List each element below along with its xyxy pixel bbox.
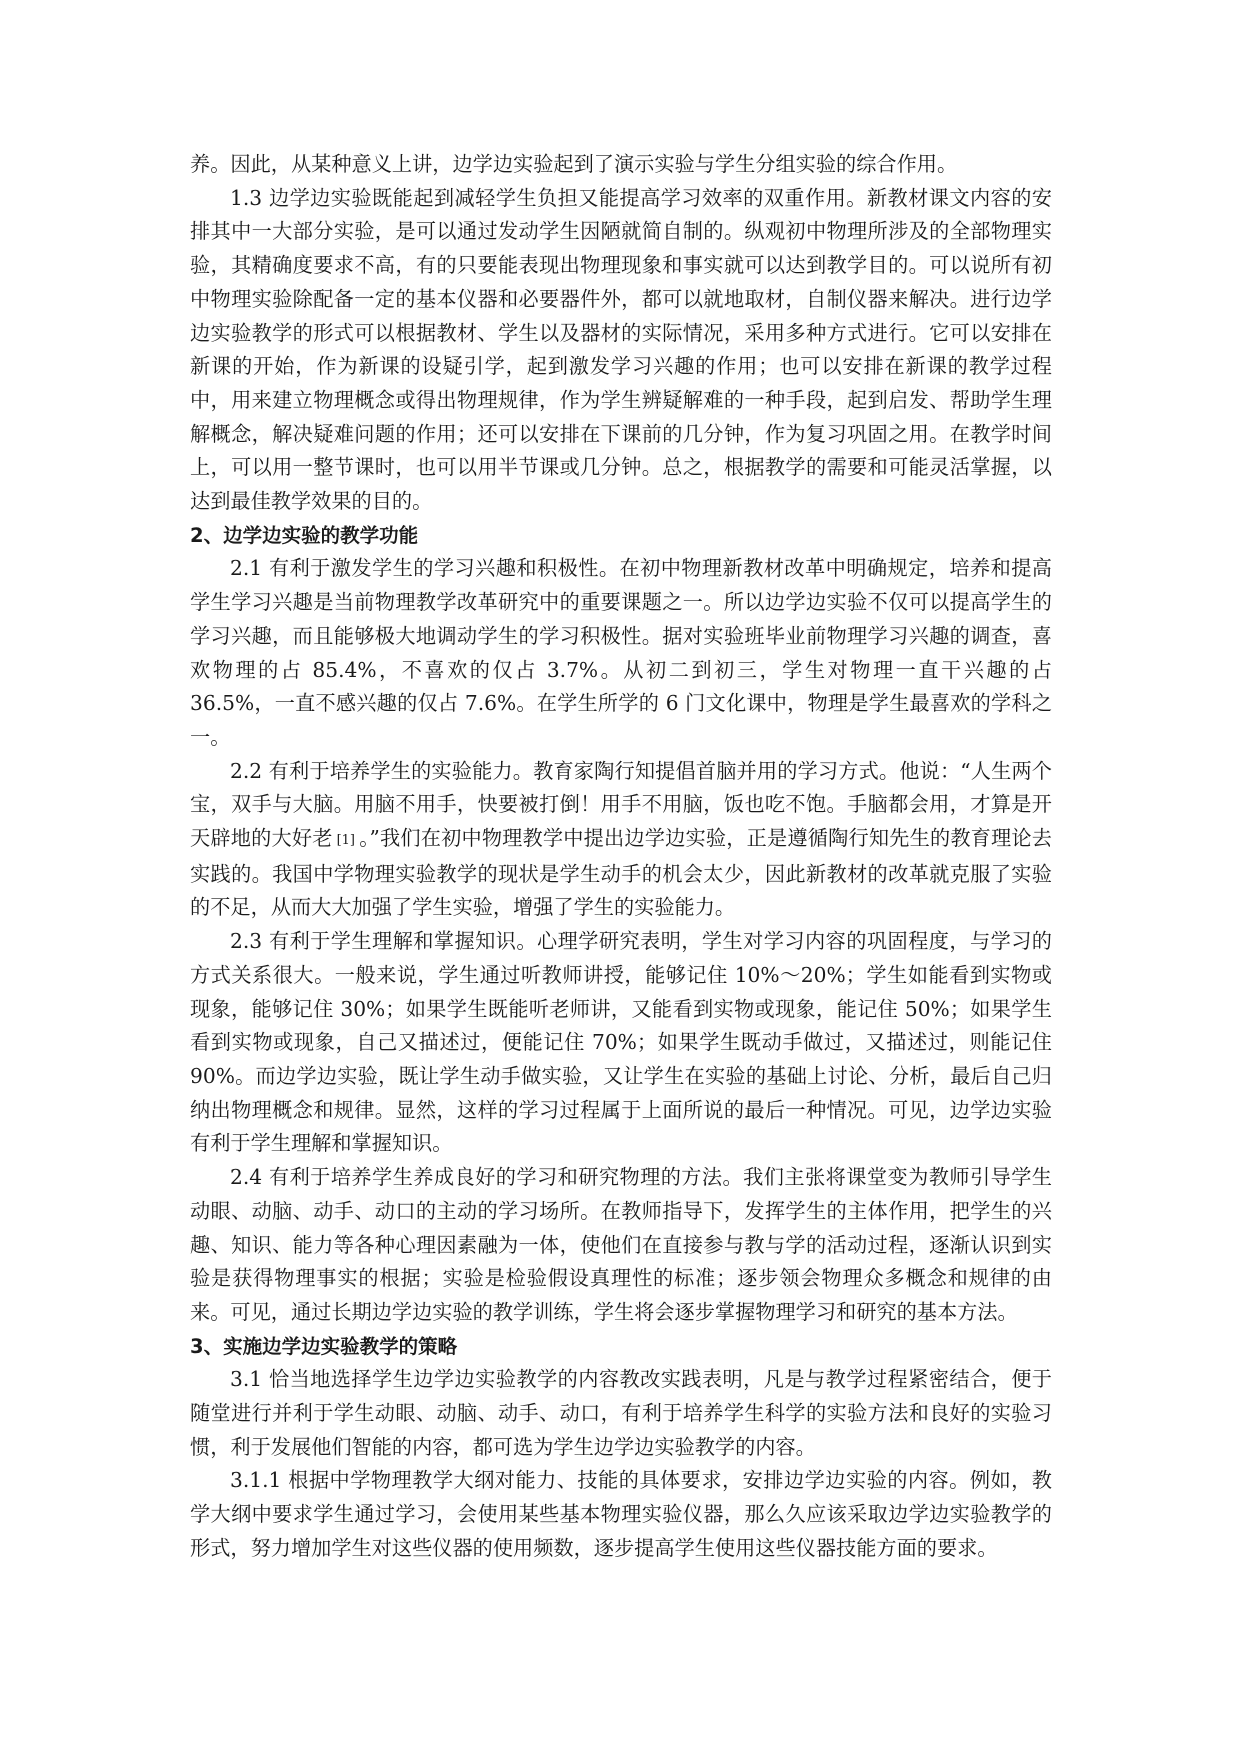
paragraph-2-1: 2.1 有利于激发学生的学习兴趣和积极性。在初中物理新教材改革中明确规定，培养和提高学生学习兴趣是当前物理教学改革研究中的重要课题之一。所以边学边实验不仅可以提高学生的学习兴趣，而且能够极大地调动学生的学习积极性。据对实验班毕业前物理学习兴趣的调查，喜欢物理的占 85.4%，不喜欢的仅占 3.7%。从初二到初三，学生对物理一直干兴趣的占 36.5%，一直不感兴趣的仅占 7.6%。在学生所学的 6 门文化课中，物理是学生最喜欢的学科之一。 bbox=[190, 556, 1052, 749]
paragraph-2-2-text-a: 2.2 有利于培养学生的实验能力。教育家陶行知提倡首脑并用的学习方式。他说：“人生两个宝，双手与大脑。用脑不用手，快要被打倒！用手不用脑，饭也吃不饱。手脑都会用，才算是开天辟地的大好老 bbox=[190, 758, 1052, 851]
section-heading-2: 2、边学边实验的教学功能 bbox=[190, 523, 419, 547]
document-body bbox=[190, 148, 1052, 1566]
paragraph-2-2-text-b: 。”我们在初中物理教学中提出边学边实验，正是遵循陶行知先生的教育理论去实践的。我国中学物理实验教学的现状是学生动手的机会太少，因此新教材的改革就克服了实验的不足，从而大大加强了学生实验，增强了学生的实验能力。 bbox=[190, 826, 1052, 920]
paragraph-2-4: 2.4 有利于培养学生养成良好的学习和研究物理的方法。我们主张将课堂变为教师引导学生动眼、动脑、动手、动口的主动的学习场所。在教师指导下，发挥学生的主体作用，把学生的兴趣、知识、能力等各种心理因素融为一体，使他们在直接参与教与学的活动过程，逐渐认识到实验是获得物理事实的根据；实验是检验假设真理性的标准；逐步领会物理众多概念和规律的由来。可见，通过长期边学边实验的教学训练，学生将会逐步掌握物理学习和研究的基本方法。 bbox=[190, 1165, 1052, 1324]
paragraph-continuation: 养。因此，从某种意义上讲，边学边实验起到了演示实验与学生分组实验的综合作用。 bbox=[190, 152, 958, 176]
section-heading-3: 3、实施边学边实验教学的策略 bbox=[190, 1334, 458, 1358]
paragraph-2-3: 2.3 有利于学生理解和掌握知识。心理学研究表明，学生对学习内容的巩固程度，与学习的方式关系很大。一般来说，学生通过听教师讲授，能够记住 10%～20%；学生如能看到实物或现象，能够记住 30%；如果学生既能听老师讲，又能看到实物或现象，能记住 50%；如果学生看到实物或现象，自己又描述过，便能记住 70%；如果学生既动手做过，又描述过，则能记住 90%。而边学边实验，既让学生动手做实验，又让学生在实验的基础上讨论、分析，最后自己归纳出物理概念和规律。显然，这样的学习过程属于上面所说的最后一种情况。可见，边学边实验有利于学生理解和掌握知识。 bbox=[190, 929, 1052, 1156]
paragraph-2-2 bbox=[190, 755, 1052, 926]
citation-reference: [1] bbox=[336, 833, 356, 849]
paragraph-3-1: 3.1 恰当地选择学生边学边实验教学的内容教改实践表明，凡是与教学过程紧密结合，便于随堂进行并利于学生动眼、动脑、动手、动口，有利于培养学生科学的实验方法和良好的实验习惯，利于发展他们智能的内容，都可选为学生边学边实验教学的内容。 bbox=[190, 1367, 1052, 1459]
paragraph-1-3: 1.3 边学边实验既能起到减轻学生负担又能提高学习效率的双重作用。新教材课文内容的安排其中一大部分实验，是可以通过发动学生因陋就简自制的。纵观初中物理所涉及的全部物理实验，其精确度要求不高，有的只要能表现出物理现象和事实就可以达到教学目的。可以说所有初中物理实验除配备一定的基本仪器和必要器件外，都可以就地取材，自制仪器来解决。进行边学边实验教学的形式可以根据教材、学生以及器材的实际情况，采用多种方式进行。它可以安排在新课的开始，作为新课的设疑引学，起到激发学习兴趣的作用；也可以安排在新课的教学过程中，用来建立物理概念或得出物理规律，作为学生辨疑解难的一种手段，起到启发、帮助学生理解概念，解决疑难问题的作用；还可以安排在下课前的几分钟，作为复习巩固之用。在教学时间上，可以用一整节课时，也可以用半节课或几分钟。总之，根据教学的需要和可能灵活掌握，以达到最佳教学效果的目的。 bbox=[190, 185, 1052, 514]
paragraph-3-1-1: 3.1.1 根据中学物理教学大纲对能力、技能的具体要求，安排边学边实验的内容。例如，教学大纲中要求学生通过学习，会使用某些基本物理实验仪器，那么久应该采取边学边实验教学的形式，努力增加学生对这些仪器的使用频数，逐步提高学生使用这些仪器技能方面的要求。 bbox=[190, 1468, 1052, 1560]
